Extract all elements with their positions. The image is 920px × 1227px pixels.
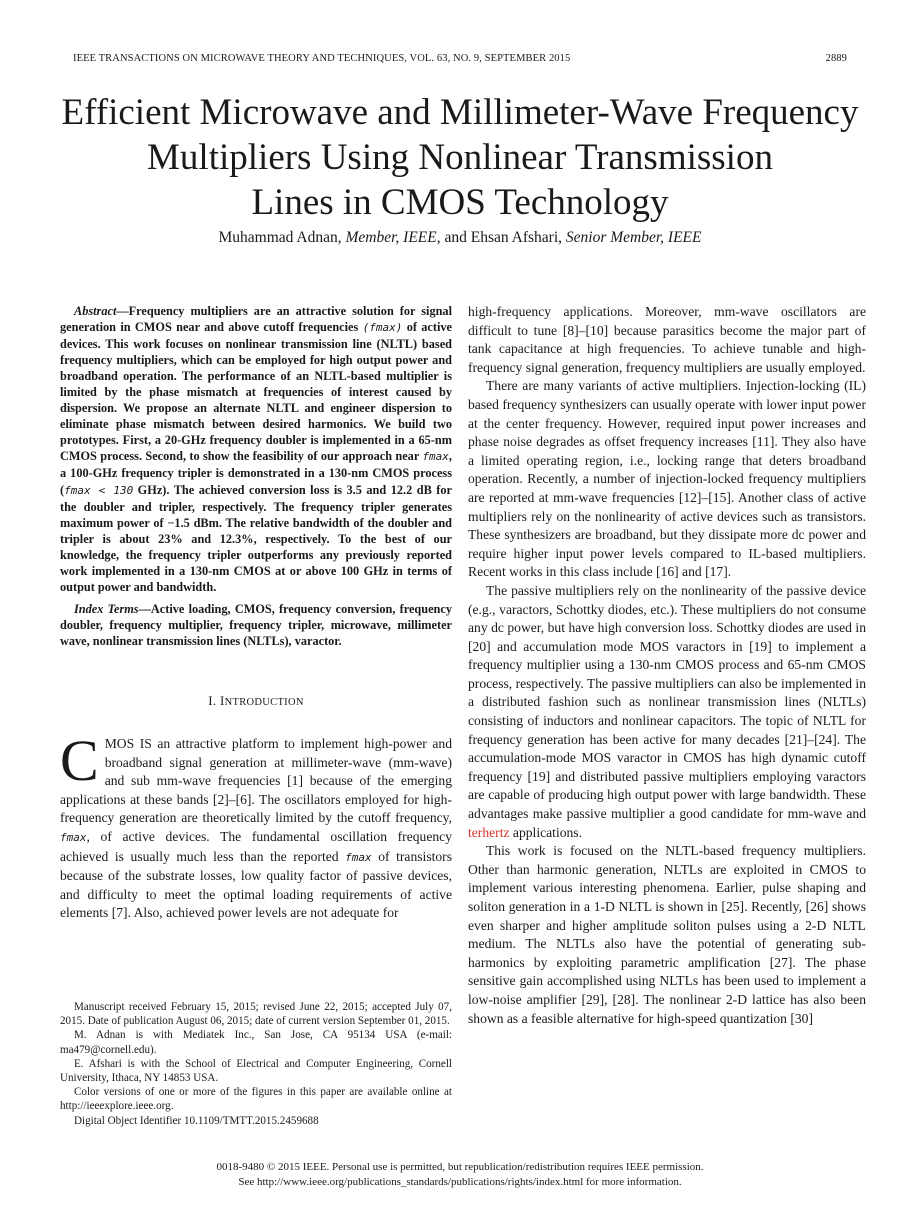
- copyright-line: 0018-9480 © 2015 IEEE. Personal use is permitted, but republication/redistribution requires IEEE permission.: [216, 1161, 704, 1173]
- author-conjunction: , and: [436, 229, 471, 246]
- footnote-author-1: M. Adnan is with Mediatek Inc., San Jose, CA 95134 USA (e-mail: ma479@cornell.edu).: [60, 1029, 452, 1056]
- copyright-footer: [0, 1160, 920, 1190]
- fmax-symbol: (fmax): [362, 321, 403, 335]
- intro-text-1: MOS IS an attractive platform to implement high-power and broadband signal generation at millimeter-wave (mm-wave) and sub mm-wave frequencies [1] because of the emerging applications at these bands [2]–[6]. The oscillators employed for high-frequency generation are theoretically limited by the cutoff frequency,: [60, 735, 452, 826]
- abstract-text-2: of active devices. This work focuses on nonlinear transmission line (NLTL) based frequency multipliers, which can be employed for high output power and broadband operation. The performance of an NLTL-based multiplier is limited by the phase mismatch at frequencies of interest caused by dispersion. We propose an alternate NLTL and engineer dispersion to eliminate phase mismatch between desired harmonics. We build two prototypes. First, a 20-GHz frequency doubler is implemented in a 65-nm CMOS process. Second, to show the feasibility of our approach near: [60, 320, 452, 464]
- journal-name: IEEE TRANSACTIONS ON MICROWAVE THEORY AND TECHNIQUES, VOL. 63, NO. 9, SEPTEMBER 2015: [73, 53, 571, 64]
- fmax-symbol: fmax: [422, 450, 449, 464]
- fmax-symbol: fmax: [345, 850, 372, 864]
- section-heading: [60, 693, 452, 709]
- paper-title: [40, 90, 880, 225]
- fmax-inequality: fmax < 130: [64, 483, 134, 497]
- author-1-role: Member, IEEE: [345, 229, 437, 246]
- author-2-role: Senior Member, IEEE: [565, 229, 702, 246]
- footnote-color: Color versions of one or more of the figures in this paper are available online at http://ieeexplore.ieee.org.: [60, 1086, 452, 1113]
- terhertz-link[interactable]: terhertz: [468, 824, 510, 840]
- index-terms-text: —Active loading, CMOS, frequency conversion, frequency doubler, frequency multiplier, frequency tripler, microwave, millimeter wave, nonlinear transmission lines (NLTLs), varactor.: [60, 601, 452, 648]
- introduction-paragraph: [60, 727, 452, 923]
- section-title-rest: NTRODUCTION: [224, 696, 304, 708]
- author-1-name: Muhammad Adnan: [218, 229, 338, 246]
- paragraph-text: The passive multipliers rely on the nonlinearity of the passive device (e.g., varactors, Schottky diodes, etc.). These multipliers do not consume any dc power, but have high conversion loss. Schottky diodes are used in [20] and accumulation mode MOS varactors in [19] to implement a frequency multiplier using a 130-nm CMOS process and 65-nm CMOS process, respectively. The passive multipliers can also be implemented in a distributed fashion such as nonlinear transmission lines (NLTLs) consisting of inductors and nonlinear capacitors. The topic of NLTL for frequency generation has been active for many decades [21]–[24]. The accumulation-mode MOS varactor in CMOS has high dynamic cutoff frequency [19] and distributed passive multipliers employing varactors are capable of producing high output power with large bandwidth. These advantages make passive multiplier a good candidate for mm-wave and: [468, 582, 866, 822]
- running-header: [73, 53, 847, 69]
- page-number: 2889: [825, 53, 847, 64]
- footnote-doi: Digital Object Identifier 10.1109/TMTT.2015.2459688: [74, 1114, 319, 1127]
- section-number: I.: [208, 692, 220, 708]
- right-column: [468, 303, 866, 1028]
- fmax-symbol: fmax: [60, 830, 87, 844]
- title-line-2: Multipliers Using Nonlinear Transmission: [147, 137, 773, 178]
- footnote-author-2: E. Afshari is with the School of Electrical and Computer Engineering, Cornell University, Ithaca, NY 14853 USA.: [60, 1057, 452, 1085]
- title-line-1: Efficient Microwave and Millimeter-Wave Frequency: [61, 92, 859, 133]
- left-column: [60, 303, 452, 923]
- paragraph: There are many variants of active multipliers. Injection-locking (IL) based frequency synthesizers can usually operate with lower input power at the center frequency. However, required input power increases and phase noise degrades as offset frequency increases [11]. They also have a limited operating region, i.e., locking range that deters broadband operation. Recently, a number of injection-locked frequency multipliers are reported at mm-wave frequencies [12]–[15]. Another class of active multipliers rely on the nonlinearity of active devices such as transistors. These synthesizers are broadband, but they dissipate more dc power and require higher input power levels compared to IL-based multipliers. Recent works in this class include [16] and [17].: [468, 378, 866, 580]
- intro-text-3: of transistors because of the substrate losses, low quality factor of passive devices, and difficulty to meet the optimal loading requirements of active elements [7]. Also, achieved power levels are not adequate for: [60, 848, 452, 921]
- intro-text-2: , of active devices. The fundamental oscillation frequency achieved is usually much less than the reported: [60, 828, 452, 864]
- section-first-letter: I: [219, 692, 225, 708]
- footnote-manuscript: Manuscript received February 15, 2015; revised June 22, 2015; accepted July 07, 2015. Date of publication August 06, 2015; date of current version September 01, 2015.: [60, 1001, 452, 1028]
- author-line: Muhammad Adnan, Member, IEEE, and Ehsan Afshari, Senior Member, IEEE: [218, 229, 702, 246]
- drop-cap: C: [60, 727, 99, 793]
- paragraph: This work is focused on the NLTL-based frequency multipliers. Other than harmonic generation, NLTLs are exploited in CMOS to implement various interesting phenomena. Earlier, pulse shaping and soliton generation in a 1-D NLTL is shown in [25]. Recently, [26] shows even sharper and higher amplitude soliton pulses using a 2-D NLTL medium. The NLTLs also have the potential of generating sub-harmonics by exploiting parametric amplification [27]. The phase sensitive gain accomplished using NLTLs has been used to implement a low-noise amplifier [29], [28]. The nonlinear 2-D lattice has also been shown as a feasible alternative for high-speed quantization [30]: [468, 843, 866, 1026]
- paragraph: [468, 582, 866, 842]
- paragraph-text: applications.: [509, 824, 582, 840]
- footnotes: [60, 1000, 452, 1128]
- rights-line: See http://www.ieee.org/publications_standards/publications/rights/index.html for more information.: [238, 1176, 682, 1188]
- author-2-name: Ehsan Afshari: [470, 229, 559, 246]
- abstract-text-3: , a 100-GHz frequency tripler is demonstrated in a 130-nm CMOS process (: [60, 449, 452, 497]
- title-line-3: Lines in CMOS Technology: [251, 182, 669, 223]
- abstract-text-1: —Frequency multipliers are an attractive solution for signal generation in CMOS near and above cutoff frequencies: [60, 304, 452, 335]
- paragraph: high-frequency applications. Moreover, mm-wave oscillators are difficult to tune [8]–[10] because parasitics become the major part of tank capacitance at high frequencies. To achieve tunable and high-frequency signal generation, frequency multipliers are usually employed.: [468, 304, 866, 375]
- abstract: [60, 303, 452, 649]
- abstract-lead: Abstract: [74, 304, 117, 318]
- index-terms-lead: Index Terms: [74, 601, 139, 616]
- abstract-text-4: GHz). The achieved conversion loss is 3.5 and 12.2 dB for the doubler and tripler, respectively. The frequency tripler generates maximum power of −1.5 dBm. The relative bandwidth of the doubler and tripler is about 23% and 12.3%, respectively. To the best of our knowledge, the frequency tripler outperforms any previously reported work implemented in a 130-nm CMOS at or above 100 GHz in terms of output power and bandwidth.: [60, 482, 452, 594]
